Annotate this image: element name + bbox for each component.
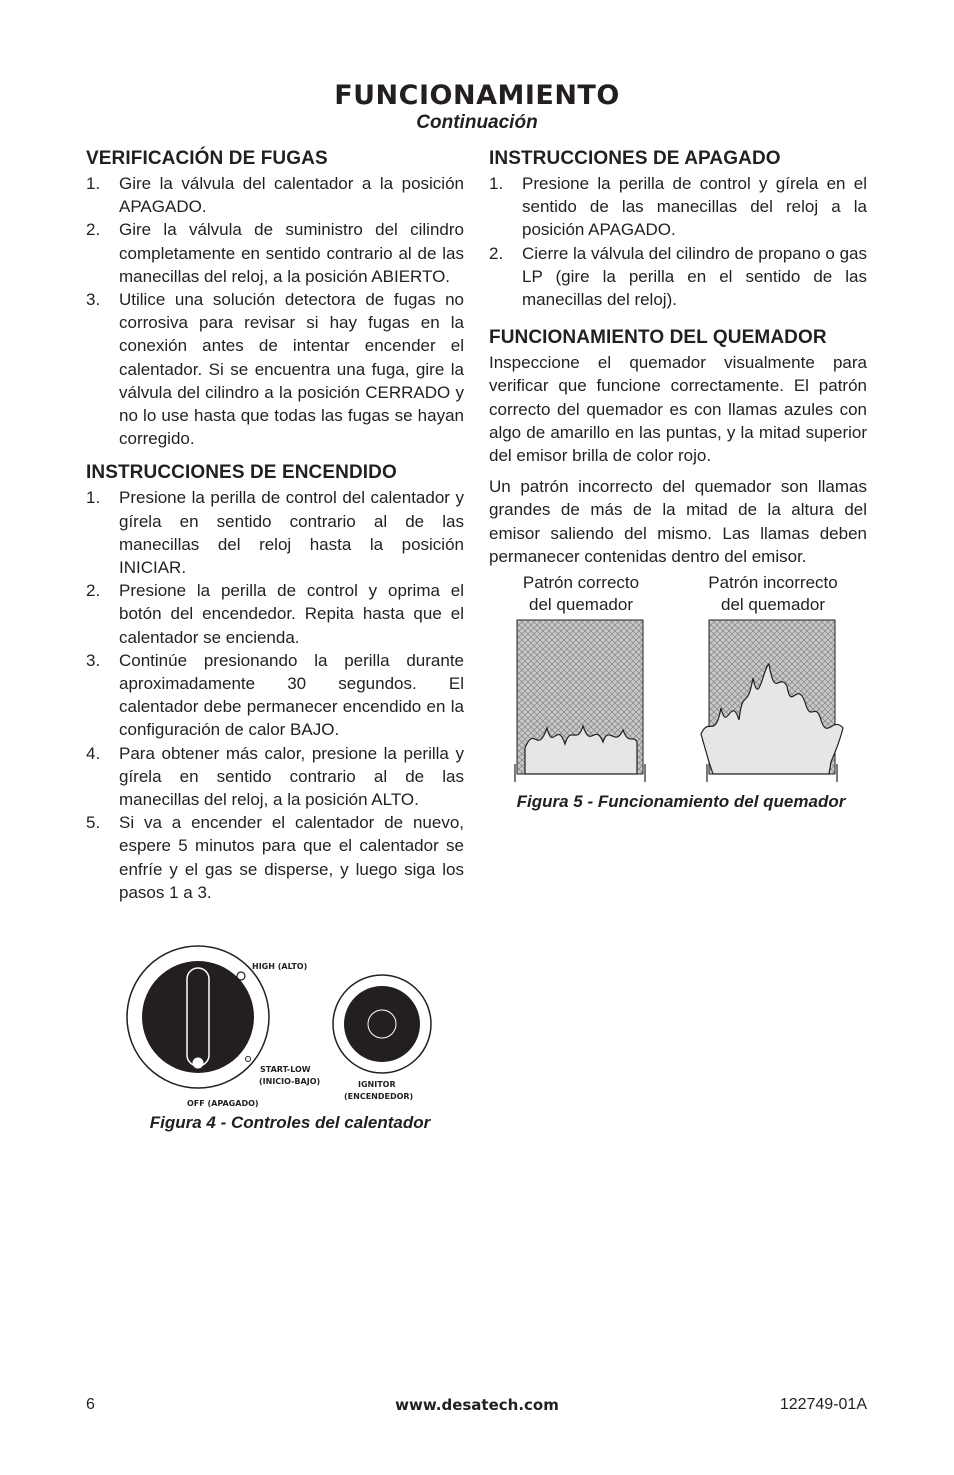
list-item [86, 486, 464, 579]
item-text: Presione la perilla de control del calentador y gírela en sentido contrario al de las manecillas del reloj hasta la posición INICIAR. [119, 488, 464, 578]
correct-label-line-1: Patrón correcto [522, 573, 640, 592]
burner-paragraph-2: Un patrón incorrecto del quemador son llamas grandes de más de la mitad de la altura del emisor saliendo del mismo. Las llamas deben permanecer contenidas dentro del emisor. [489, 477, 867, 566]
correct-burner [515, 620, 645, 782]
high-position-marker [237, 972, 245, 980]
burner-section [489, 325, 867, 568]
ignitor-button [368, 1010, 396, 1038]
list-item [86, 811, 464, 904]
item-text: Cierre la válvula del cilindro de propano o gas LP (gire la perilla en el sentido de las manecillas del reloj). [522, 243, 867, 310]
shutdown-list [489, 172, 867, 311]
item-text: Si va a encender el calentador de nuevo, espere 5 minutos para que el calentador se enfríe y el gas se disperse, y luego siga los pasos 1 a 3. [119, 813, 464, 902]
list-item [86, 288, 464, 450]
knob-pointer-dot [193, 1058, 204, 1069]
item-number: 1. [489, 174, 504, 193]
start-low-label: START-LOW [260, 1065, 311, 1074]
leak-check-list [86, 172, 464, 450]
heater-controls-diagram [115, 950, 465, 1108]
incorrect-burner [701, 620, 843, 782]
list-item [86, 742, 464, 812]
item-text: Continúe presionando la perilla durante aproximadamente 30 segundos. El calentador debe permanecer encendido en la configuración de calor BAJO. [119, 650, 464, 740]
off-label: OFF (APAGADO) [187, 1099, 259, 1108]
incorrect-label-line-1: Patrón incorrecto [708, 573, 838, 592]
leak-check-heading: VERIFICACIÓN DE FUGAS [86, 148, 328, 169]
list-item [86, 218, 464, 288]
start-low-sublabel: (INICIO-BAJO) [259, 1077, 321, 1086]
item-text: Gire la válvula del calentador a la posición APAGADO. [119, 174, 464, 217]
left-column [86, 146, 464, 914]
item-number: 1. [86, 488, 101, 508]
item-text: Presione la perilla de control y gírela en el sentido de las manecillas del reloj a la posición APAGADO. [522, 174, 867, 240]
shutdown-section [489, 146, 867, 311]
item-number: 5. [86, 813, 101, 833]
correct-label-line-2: del quemador [529, 595, 633, 614]
burner-paragraph-1: Inspeccione el quemador visualmente para verificar que funcione correctamente. El patrón correcto del quemador es con llamas azules con algo de amarillo en las puntas, y la mitad superior del emisor brilla de color rojo. [489, 353, 867, 466]
list-item [86, 172, 464, 218]
knob-pointer [187, 968, 209, 1066]
burner-heading: FUNCIONAMIENTO DEL QUEMADOR [489, 327, 827, 349]
item-number: 2. [489, 243, 504, 263]
incorrect-pattern-label [687, 572, 859, 616]
item-number: 1. [86, 174, 101, 193]
ignitor-sublabel: (ENCENDEDOR) [344, 1092, 414, 1101]
lighting-heading: INSTRUCCIONES DE ENCENDIDO [86, 462, 397, 484]
website-link[interactable]: www.desatech.com [395, 1396, 559, 1414]
item-text: Utilice una solución detectora de fugas no corrosiva para revisar si hay fugas en la conexión antes de intentar encender el calentador. Si se encuentra una fuga, gire la válvula del cilindro a la posición CERRADO y no lo use hasta que todas las fugas se hayan corregido. [119, 290, 464, 449]
start-low-position-marker [246, 1057, 251, 1062]
ignitor-label: IGNITOR [358, 1080, 396, 1089]
list-item [489, 172, 867, 242]
page-subtitle: Continuación [416, 112, 538, 133]
high-label: HIGH (ALTO) [252, 962, 308, 971]
figure-4-caption: Figura 4 - Controles del calentador [149, 1113, 431, 1132]
leak-check-section [86, 146, 464, 450]
item-number: 3. [86, 290, 101, 310]
figure-5 [495, 568, 867, 818]
correct-pattern-label [495, 572, 667, 616]
lighting-list [86, 486, 464, 904]
item-text: Presione la perilla de control y oprima el botón del encendedor. Repita hasta que el calentador se encienda. [119, 581, 464, 647]
item-text: Gire la válvula de suministro del cilindro completamente en sentido contrario al de las manecillas del reloj, a la posición ABIERTO. [119, 220, 464, 286]
figure-4 [115, 950, 465, 1132]
right-column [489, 146, 867, 578]
item-text: Para obtener más calor, presione la perilla y gírela en sentido contrario al de las manecillas del reloj, a la posición ALTO. [119, 743, 464, 810]
figure-5-caption: Figura 5 - Funcionamiento del quemador [516, 792, 846, 811]
list-item [489, 242, 867, 312]
item-number: 2. [86, 220, 101, 240]
document-number: 122749-01A [779, 1396, 867, 1413]
incorrect-label-line-2: del quemador [721, 595, 825, 614]
lighting-section [86, 460, 464, 904]
shutdown-heading: INSTRUCCIONES DE APAGADO [489, 148, 781, 169]
item-number: 3. [86, 650, 101, 670]
list-item [86, 579, 464, 649]
item-number: 2. [86, 581, 101, 601]
page-number: 6 [86, 1396, 95, 1413]
burner-patterns-diagram [495, 616, 867, 786]
item-number: 4. [86, 743, 101, 763]
page-title: FUNCIONAMIENTO [334, 80, 620, 111]
list-item [86, 649, 464, 742]
